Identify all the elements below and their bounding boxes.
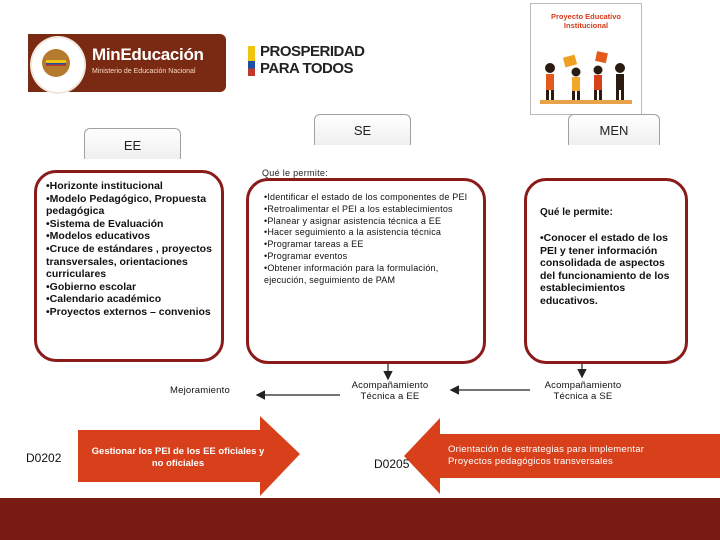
colombia-flag-bar [248, 46, 255, 76]
list-item: •Cruce de estándares , proyectos transversales, orientaciones curriculares [46, 242, 212, 281]
list-item: •Calendario académico [46, 293, 162, 306]
tab-se: SE [314, 114, 411, 145]
code-right: D0205 [374, 457, 410, 471]
list-item: •Proyectos externos – convenios [46, 305, 211, 318]
pei-logo-title-line-2: Institucional [563, 21, 609, 30]
mejoramiento-label: Mejoramiento [170, 385, 230, 396]
slogan-line-1: PROSPERIDAD [260, 43, 365, 60]
list-item: •Programar tareas a EE [264, 239, 364, 250]
men-heading: Qué le permite: [540, 207, 613, 218]
list-item: •Modelo Pedagógico, Propuesta pedagógica [46, 192, 207, 218]
tab-ee: EE [84, 128, 181, 159]
list-item: •Horizonte institucional [46, 180, 163, 192]
list-item: •Identificar el estado de los componentes de PEI [264, 192, 468, 202]
tab-men: MEN [568, 114, 660, 145]
pei-logo-title [534, 12, 638, 30]
ee-list [46, 180, 222, 319]
men-body: •Conocer el estado de los PEI y tener información consolidada de aspectos del funcionamiento de los establecimientos educativos. [540, 232, 670, 307]
list-item: •Modelos educativos [46, 230, 151, 243]
se-list [264, 192, 478, 286]
family-figures-icon [536, 38, 636, 110]
slogan-logo [260, 43, 365, 77]
list-item: •Programar eventos [264, 250, 348, 261]
acompanamiento-ee-label: Acompañamiento Técnica a EE [351, 380, 429, 402]
orientacion-arrow-text: Orientación de estrategias para implementar Proyectos pedagógicos transversales [448, 444, 645, 467]
slogan-line-2: PARA TODOS [260, 60, 354, 77]
list-item: •Hacer seguimiento a la asistencia técnica [264, 227, 442, 238]
list-item: •Retroalimentar el PEI a los establecimientos [264, 203, 453, 214]
footer-bar [0, 498, 720, 540]
list-item: •Obtener información para la formulación, ejecución, seguimiento de PAM [264, 262, 439, 285]
list-item: •Gobierno escolar [46, 280, 137, 293]
se-heading: Qué le permite: [262, 168, 329, 178]
ministry-title: MinEducación [92, 45, 204, 64]
acompanamiento-se-label: Acompañamiento Técnica a SE [544, 380, 622, 402]
gestion-arrow-text: Gestionar los PEI de los EE oficiales y no oficiales [91, 446, 265, 469]
seal-flag-band [46, 60, 66, 66]
list-item: •Planear y asignar asistencia técnica a EE [264, 215, 442, 226]
list-item: •Sistema de Evaluación [46, 217, 164, 230]
code-left: D0202 [26, 451, 62, 465]
pei-logo-title-line-1: Proyecto Educativo [550, 12, 622, 21]
ministry-subtitle: Ministerio de Educación Nacional [92, 68, 196, 75]
